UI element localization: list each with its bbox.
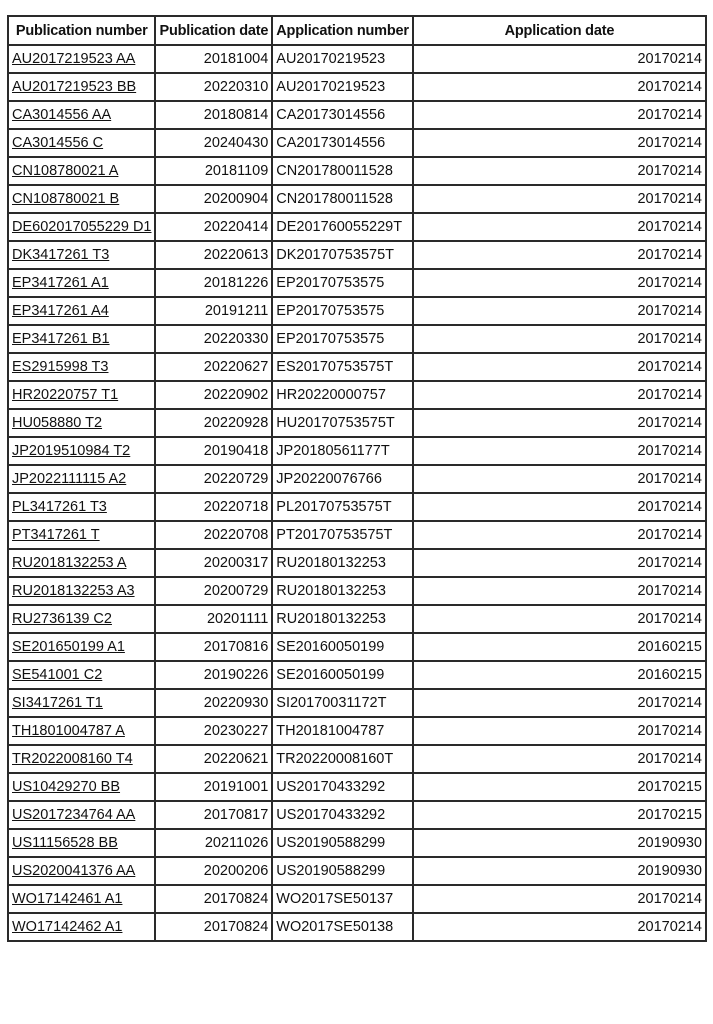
application-date-cell: 20170214 — [413, 521, 706, 549]
publication-number-cell — [8, 745, 155, 773]
application-number-cell: SI20170031172T — [272, 689, 413, 717]
application-date-cell: 20170214 — [413, 549, 706, 577]
table-row — [8, 857, 706, 885]
application-date-cell: 20170214 — [413, 157, 706, 185]
application-number-cell: AU20170219523 — [272, 45, 413, 73]
publication-number-link[interactable]: AU2017219523 AA — [12, 51, 136, 67]
publication-date-cell: 20220330 — [155, 325, 272, 353]
application-number-cell: EP20170753575 — [272, 325, 413, 353]
publication-number-link[interactable]: DK3417261 T3 — [12, 247, 110, 263]
publication-number-link[interactable]: CA3014556 AA — [12, 107, 112, 123]
table-row — [8, 521, 706, 549]
table-row — [8, 409, 706, 437]
publication-number-cell — [8, 885, 155, 913]
publication-number-link[interactable]: US10429270 BB — [12, 779, 121, 795]
application-date-cell: 20170214 — [413, 605, 706, 633]
publication-number-cell — [8, 325, 155, 353]
publication-number-link[interactable]: SI3417261 T1 — [12, 695, 103, 711]
application-date-cell: 20170214 — [413, 689, 706, 717]
publication-number-link[interactable]: TH1801004787 A — [12, 723, 125, 739]
publication-number-cell — [8, 857, 155, 885]
application-date-cell: 20170214 — [413, 129, 706, 157]
publication-date-cell: 20220718 — [155, 493, 272, 521]
publication-number-link[interactable]: JP2019510984 T2 — [12, 443, 131, 459]
publications-table — [7, 15, 707, 942]
table-row — [8, 437, 706, 465]
application-number-cell: ES20170753575T — [272, 353, 413, 381]
application-number-cell: PT20170753575T — [272, 521, 413, 549]
application-date-cell: 20170214 — [413, 745, 706, 773]
publication-number-link[interactable]: US11156528 BB — [12, 835, 118, 851]
publication-date-cell: 20170824 — [155, 885, 272, 913]
application-date-cell: 20170214 — [413, 325, 706, 353]
publication-number-link[interactable]: TR2022008160 T4 — [12, 751, 133, 767]
table-row — [8, 381, 706, 409]
publication-number-cell — [8, 353, 155, 381]
table-row — [8, 829, 706, 857]
publication-number-cell — [8, 801, 155, 829]
publication-date-cell: 20220930 — [155, 689, 272, 717]
table-row — [8, 297, 706, 325]
table-row — [8, 325, 706, 353]
application-date-cell: 20170215 — [413, 801, 706, 829]
publication-number-link[interactable]: DE602017055229 D1 — [12, 219, 152, 235]
publication-number-link[interactable]: AU2017219523 BB — [12, 79, 137, 95]
application-number-cell: RU20180132253 — [272, 605, 413, 633]
publication-date-cell: 20191211 — [155, 297, 272, 325]
publication-number-cell — [8, 633, 155, 661]
publication-date-cell: 20200206 — [155, 857, 272, 885]
table-row — [8, 549, 706, 577]
application-date-cell: 20170214 — [413, 101, 706, 129]
application-date-cell: 20170214 — [413, 913, 706, 941]
publication-number-link[interactable]: PL3417261 T3 — [12, 499, 107, 515]
publication-date-cell: 20220627 — [155, 353, 272, 381]
table-row — [8, 73, 706, 101]
application-number-cell: EP20170753575 — [272, 269, 413, 297]
table-row — [8, 353, 706, 381]
table-row — [8, 493, 706, 521]
table-row — [8, 129, 706, 157]
application-date-cell: 20190930 — [413, 857, 706, 885]
publication-date-cell: 20220414 — [155, 213, 272, 241]
publication-date-cell: 20220621 — [155, 745, 272, 773]
application-number-cell: PL20170753575T — [272, 493, 413, 521]
table-row — [8, 745, 706, 773]
application-number-cell: RU20180132253 — [272, 549, 413, 577]
table-row — [8, 913, 706, 941]
publication-date-cell: 20190226 — [155, 661, 272, 689]
publication-number-link[interactable]: CN108780021 B — [12, 191, 120, 207]
application-number-cell: DK20170753575T — [272, 241, 413, 269]
publication-date-cell: 20201111 — [155, 605, 272, 633]
header-application-date: Application date — [413, 16, 706, 45]
application-number-cell: SE20160050199 — [272, 661, 413, 689]
publication-number-cell — [8, 45, 155, 73]
publication-number-link[interactable]: WO17142462 A1 — [12, 919, 123, 935]
header-application-number: Application number — [272, 16, 413, 45]
publication-number-cell — [8, 297, 155, 325]
publication-number-cell — [8, 129, 155, 157]
application-date-cell: 20170214 — [413, 213, 706, 241]
publication-date-cell: 20190418 — [155, 437, 272, 465]
application-date-cell: 20170214 — [413, 241, 706, 269]
publication-number-link[interactable]: SE541001 C2 — [12, 667, 103, 683]
application-date-cell: 20170214 — [413, 185, 706, 213]
table-row — [8, 465, 706, 493]
publication-number-cell — [8, 577, 155, 605]
application-date-cell: 20170214 — [413, 885, 706, 913]
application-date-cell: 20170214 — [413, 577, 706, 605]
publication-number-link[interactable]: SE201650199 A1 — [12, 639, 125, 655]
publication-number-link[interactable]: ES2915998 T3 — [12, 359, 109, 375]
publication-number-cell — [8, 437, 155, 465]
application-number-cell: CN201780011528 — [272, 185, 413, 213]
publication-number-cell — [8, 241, 155, 269]
table-row — [8, 661, 706, 689]
publication-number-link[interactable]: WO17142461 A1 — [12, 891, 123, 907]
application-date-cell: 20170214 — [413, 437, 706, 465]
table-row — [8, 717, 706, 745]
table-row — [8, 185, 706, 213]
application-date-cell: 20170214 — [413, 269, 706, 297]
header-publication-number: Publication number — [8, 16, 155, 45]
publication-number-cell — [8, 717, 155, 745]
publication-date-cell: 20170824 — [155, 913, 272, 941]
application-number-cell: US20170433292 — [272, 801, 413, 829]
application-date-cell: 20170215 — [413, 773, 706, 801]
publication-number-cell — [8, 605, 155, 633]
header-row — [8, 16, 706, 45]
application-date-cell: 20170214 — [413, 381, 706, 409]
publication-number-link[interactable]: JP2022111115 A2 — [12, 471, 127, 487]
application-date-cell: 20170214 — [413, 409, 706, 437]
application-date-cell: 20170214 — [413, 493, 706, 521]
publication-date-cell: 20200317 — [155, 549, 272, 577]
publication-number-link[interactable]: RU2736139 C2 — [12, 611, 112, 627]
publication-number-link[interactable]: US2017234764 AA — [12, 807, 136, 823]
publication-date-cell: 20181109 — [155, 157, 272, 185]
table-row — [8, 577, 706, 605]
publication-date-cell: 20200904 — [155, 185, 272, 213]
publication-number-link[interactable]: CN108780021 A — [12, 163, 119, 179]
application-date-cell: 20170214 — [413, 297, 706, 325]
publication-date-cell: 20181004 — [155, 45, 272, 73]
table-row — [8, 45, 706, 73]
publication-number-cell — [8, 269, 155, 297]
application-date-cell: 20170214 — [413, 73, 706, 101]
publication-number-cell — [8, 661, 155, 689]
table-row — [8, 885, 706, 913]
application-number-cell: DE201760055229T — [272, 213, 413, 241]
application-date-cell: 20170214 — [413, 717, 706, 745]
publication-date-cell: 20180814 — [155, 101, 272, 129]
publication-number-link[interactable]: RU2018132253 A — [12, 555, 127, 571]
application-number-cell: CA20173014556 — [272, 101, 413, 129]
publication-number-cell — [8, 465, 155, 493]
table-row — [8, 605, 706, 633]
publication-number-link[interactable]: CA3014556 C — [12, 135, 104, 151]
header-publication-date: Publication date — [155, 16, 272, 45]
publication-number-cell — [8, 157, 155, 185]
application-number-cell: JP20180561177T — [272, 437, 413, 465]
publication-date-cell: 20220928 — [155, 409, 272, 437]
publication-date-cell: 20220729 — [155, 465, 272, 493]
publication-number-cell — [8, 689, 155, 717]
application-number-cell: EP20170753575 — [272, 297, 413, 325]
application-number-cell: US20190588299 — [272, 857, 413, 885]
publication-number-link[interactable]: EP3417261 B1 — [12, 331, 110, 347]
application-number-cell: WO2017SE50138 — [272, 913, 413, 941]
publication-date-cell: 20181226 — [155, 269, 272, 297]
publication-number-link[interactable]: EP3417261 A4 — [12, 303, 109, 319]
publication-date-cell: 20170816 — [155, 633, 272, 661]
application-date-cell: 20190930 — [413, 829, 706, 857]
publication-date-cell: 20200729 — [155, 577, 272, 605]
application-date-cell: 20170214 — [413, 465, 706, 493]
application-number-cell: US20190588299 — [272, 829, 413, 857]
application-number-cell: TH20181004787 — [272, 717, 413, 745]
publication-number-cell — [8, 773, 155, 801]
table-row — [8, 269, 706, 297]
publication-number-cell — [8, 101, 155, 129]
publication-date-cell: 20211026 — [155, 829, 272, 857]
publication-date-cell: 20220708 — [155, 521, 272, 549]
publication-number-link[interactable]: HU058880 T2 — [12, 415, 103, 431]
publication-number-cell — [8, 913, 155, 941]
publication-number-cell — [8, 381, 155, 409]
publication-number-link[interactable]: RU2018132253 A3 — [12, 583, 135, 599]
publication-number-cell — [8, 549, 155, 577]
table-row — [8, 633, 706, 661]
application-date-cell: 20160215 — [413, 661, 706, 689]
publication-date-cell: 20240430 — [155, 129, 272, 157]
publication-date-cell: 20230227 — [155, 717, 272, 745]
application-number-cell: US20170433292 — [272, 773, 413, 801]
application-number-cell: SE20160050199 — [272, 633, 413, 661]
publication-number-cell — [8, 73, 155, 101]
publication-number-cell — [8, 213, 155, 241]
application-number-cell: TR20220008160T — [272, 745, 413, 773]
publication-number-link[interactable]: PT3417261 T — [12, 527, 100, 543]
table-row — [8, 101, 706, 129]
publication-date-cell: 20220613 — [155, 241, 272, 269]
table-row — [8, 773, 706, 801]
table-row — [8, 157, 706, 185]
publication-number-cell — [8, 493, 155, 521]
application-date-cell: 20170214 — [413, 45, 706, 73]
publication-number-link[interactable]: EP3417261 A1 — [12, 275, 109, 291]
application-date-cell: 20170214 — [413, 353, 706, 381]
publication-number-cell — [8, 829, 155, 857]
table-row — [8, 241, 706, 269]
application-date-cell: 20160215 — [413, 633, 706, 661]
publication-number-link[interactable]: US2020041376 AA — [12, 863, 136, 879]
table-row — [8, 213, 706, 241]
application-number-cell: AU20170219523 — [272, 73, 413, 101]
application-number-cell: RU20180132253 — [272, 577, 413, 605]
table-row — [8, 801, 706, 829]
table-row — [8, 689, 706, 717]
publication-number-link[interactable]: HR20220757 T1 — [12, 387, 119, 403]
application-number-cell: JP20220076766 — [272, 465, 413, 493]
publication-date-cell: 20220310 — [155, 73, 272, 101]
publication-number-cell — [8, 185, 155, 213]
publication-date-cell: 20191001 — [155, 773, 272, 801]
application-number-cell: CN201780011528 — [272, 157, 413, 185]
application-number-cell: HR20220000757 — [272, 381, 413, 409]
application-number-cell: CA20173014556 — [272, 129, 413, 157]
application-number-cell: HU20170753575T — [272, 409, 413, 437]
publication-date-cell: 20170817 — [155, 801, 272, 829]
application-number-cell: WO2017SE50137 — [272, 885, 413, 913]
publication-date-cell: 20220902 — [155, 381, 272, 409]
publication-number-cell — [8, 521, 155, 549]
publication-number-cell — [8, 409, 155, 437]
